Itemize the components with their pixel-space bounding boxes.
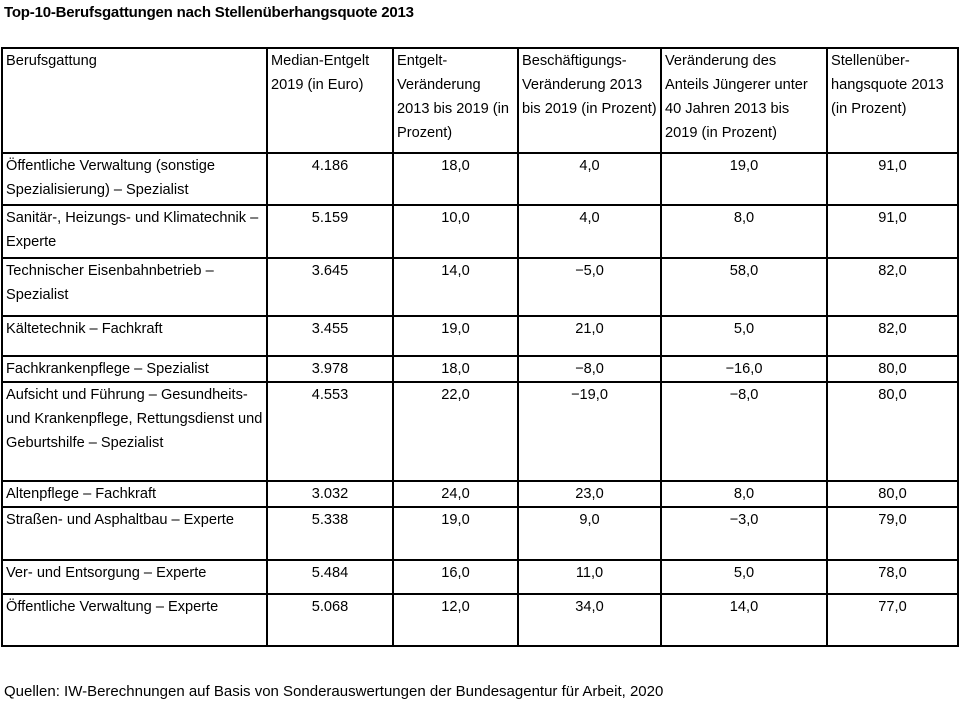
- value-cell: [518, 560, 661, 594]
- value-cell: [267, 507, 393, 560]
- value-text: −8,0: [575, 361, 604, 377]
- occupation-cell: Aufsicht und Führung – Gesundheits- und Krankenpflege, Rettungsdienst und Geburtshilfe – Spezialist: [2, 382, 267, 481]
- value-text: 82,0: [878, 263, 907, 279]
- value-cell: [661, 316, 827, 356]
- value-cell: [267, 481, 393, 507]
- value-cell: [827, 356, 958, 382]
- value-text: 4.186: [311, 158, 349, 174]
- value-cell: [267, 258, 393, 316]
- value-text: −8,0: [729, 387, 759, 403]
- value-cell: [393, 316, 518, 356]
- value-cell: [827, 507, 958, 560]
- value-cell: [661, 258, 827, 316]
- value-cell: [518, 507, 661, 560]
- value-text: 91,0: [878, 210, 907, 226]
- value-text: 3.978: [311, 361, 349, 377]
- value-cell: [393, 560, 518, 594]
- value-cell: [661, 205, 827, 258]
- value-text: 4,0: [579, 158, 600, 174]
- value-text: 58,0: [729, 263, 759, 279]
- value-cell: [827, 258, 958, 316]
- value-cell: [393, 507, 518, 560]
- value-text: 12,0: [441, 599, 470, 615]
- column-header: Veränderung des Anteils Jüngerer unter 40 Jahren 2013 bis 2019 (in Prozent): [661, 48, 827, 153]
- value-cell: [518, 382, 661, 481]
- table-row: [2, 205, 958, 258]
- value-text: −3,0: [729, 512, 759, 528]
- value-text: 79,0: [878, 512, 907, 528]
- table-row: [2, 356, 958, 382]
- value-text: 18,0: [441, 158, 470, 174]
- value-text: 19,0: [441, 512, 470, 528]
- value-text: 3.645: [311, 263, 349, 279]
- value-cell: [393, 153, 518, 205]
- value-text: 5.338: [311, 512, 349, 528]
- value-text: 14,0: [441, 263, 470, 279]
- table-row: [2, 481, 958, 507]
- page-title: Top-10-Berufsgattungen nach Stellenüberhangsquote 2013: [4, 4, 414, 21]
- table-row: [2, 316, 958, 356]
- table-row: [2, 153, 958, 205]
- value-text: 4,0: [579, 210, 600, 226]
- value-cell: [393, 205, 518, 258]
- value-cell: [393, 382, 518, 481]
- value-text: 4.553: [311, 387, 349, 403]
- value-cell: [393, 481, 518, 507]
- value-cell: [267, 205, 393, 258]
- value-cell: [393, 594, 518, 646]
- value-text: 18,0: [441, 361, 470, 377]
- column-header: Median-Entgelt 2019 (in Euro): [267, 48, 393, 153]
- value-text: 22,0: [441, 387, 470, 403]
- value-text: 9,0: [579, 512, 600, 528]
- occupation-cell: Öffentliche Verwaltung (sonstige Spezialisierung) – Spezialist: [2, 153, 267, 205]
- value-cell: [267, 560, 393, 594]
- value-text: −5,0: [575, 263, 604, 279]
- column-header: Berufsgattung: [2, 48, 267, 153]
- occupation-cell: Altenpflege – Fachkraft: [2, 481, 267, 507]
- value-cell: [827, 594, 958, 646]
- value-text: 5,0: [733, 565, 755, 581]
- occupation-cell: Kältetechnik – Fachkraft: [2, 316, 267, 356]
- value-text: 80,0: [878, 486, 907, 502]
- occupation-cell: Fachkrankenpflege – Spezialist: [2, 356, 267, 382]
- value-text: 34,0: [575, 599, 604, 615]
- value-cell: [661, 356, 827, 382]
- value-text: 77,0: [878, 599, 907, 615]
- occupation-cell: Straßen- und Asphaltbau – Experte: [2, 507, 267, 560]
- value-text: 16,0: [441, 565, 470, 581]
- data-table: [1, 47, 959, 647]
- value-cell: [661, 560, 827, 594]
- value-text: 80,0: [878, 387, 907, 403]
- value-text: 24,0: [441, 486, 470, 502]
- source-note: Quellen: IW-Berechnungen auf Basis von Sonderauswertungen der Bundesagentur für Arbeit, 2020: [4, 683, 664, 700]
- value-text: 3.455: [311, 321, 349, 337]
- value-cell: [518, 153, 661, 205]
- table-row: [2, 594, 958, 646]
- table-row: [2, 258, 958, 316]
- value-text: 80,0: [878, 361, 907, 377]
- value-text: 3.032: [311, 486, 349, 502]
- value-cell: [661, 507, 827, 560]
- column-header: Entgelt-Veränderung 2013 bis 2019 (in Prozent): [393, 48, 518, 153]
- value-text: 78,0: [878, 565, 907, 581]
- value-text: 5.068: [311, 599, 349, 615]
- value-cell: [661, 382, 827, 481]
- value-text: 10,0: [441, 210, 470, 226]
- value-cell: [518, 316, 661, 356]
- value-text: 21,0: [575, 321, 604, 337]
- value-cell: [518, 594, 661, 646]
- value-cell: [661, 594, 827, 646]
- value-text: −19,0: [571, 387, 608, 403]
- value-text: 14,0: [729, 599, 759, 615]
- occupation-cell: Sanitär-, Heizungs- und Klimatechnik – Experte: [2, 205, 267, 258]
- value-cell: [827, 316, 958, 356]
- value-cell: [267, 382, 393, 481]
- value-cell: [393, 258, 518, 316]
- value-cell: [267, 316, 393, 356]
- column-header: Stellenüber-hangsquote 2013 (in Prozent): [827, 48, 958, 153]
- value-text: 91,0: [878, 158, 907, 174]
- value-cell: [518, 205, 661, 258]
- value-text: 5.484: [311, 565, 349, 581]
- table-row: [2, 560, 958, 594]
- value-text: 8,0: [733, 486, 755, 502]
- value-text: 11,0: [575, 565, 604, 581]
- value-text: 8,0: [733, 210, 755, 226]
- value-cell: [393, 356, 518, 382]
- value-cell: [518, 481, 661, 507]
- value-text: −16,0: [725, 361, 763, 377]
- value-cell: [827, 481, 958, 507]
- value-cell: [518, 356, 661, 382]
- value-cell: [661, 481, 827, 507]
- occupation-cell: Ver- und Entsorgung – Experte: [2, 560, 267, 594]
- value-cell: [267, 153, 393, 205]
- table-row: [2, 507, 958, 560]
- value-text: 5,0: [733, 321, 755, 337]
- value-text: 5.159: [311, 210, 349, 226]
- value-cell: [827, 205, 958, 258]
- table-row: [2, 382, 958, 481]
- column-header: Beschäftigungs-Veränderung 2013 bis 2019 (in Prozent): [518, 48, 661, 153]
- value-cell: [827, 153, 958, 205]
- value-cell: [267, 594, 393, 646]
- value-cell: [827, 382, 958, 481]
- value-cell: [661, 153, 827, 205]
- value-text: 82,0: [878, 321, 907, 337]
- value-cell: [267, 356, 393, 382]
- occupation-cell: Technischer Eisenbahnbetrieb – Spezialist: [2, 258, 267, 316]
- value-text: 23,0: [575, 486, 604, 502]
- value-cell: [827, 560, 958, 594]
- value-cell: [518, 258, 661, 316]
- occupation-cell: Öffentliche Verwaltung – Experte: [2, 594, 267, 646]
- value-text: 19,0: [441, 321, 470, 337]
- table-header-row: [2, 48, 958, 153]
- value-text: 19,0: [729, 158, 759, 174]
